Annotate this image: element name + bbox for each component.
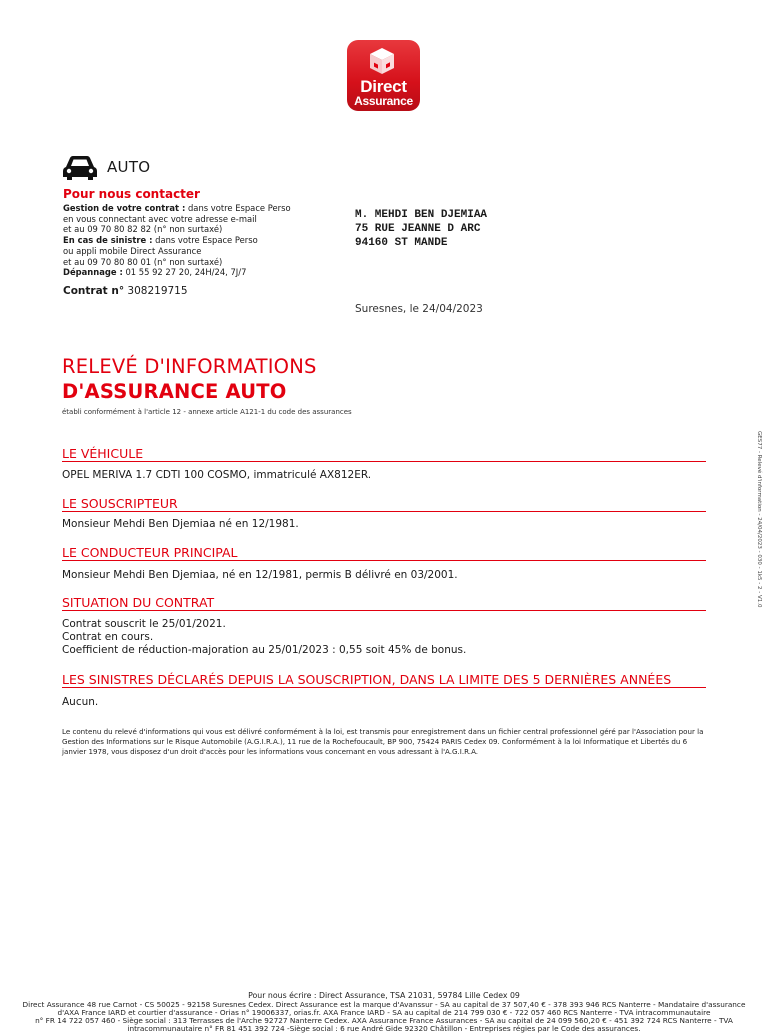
contact-title: Pour nous contacter	[63, 187, 200, 201]
footer-postal-address: Pour nous écrire : Direct Assurance, TSA 21031, 59784 Lille Cedex 09	[248, 991, 520, 1000]
contract-status: Contrat en cours.	[62, 631, 154, 643]
claim-phone: et au 09 70 80 80 01 (n° non surtaxé)	[63, 256, 223, 267]
document-title-line2: D'ASSURANCE AUTO	[62, 380, 287, 403]
contract-number	[63, 285, 188, 297]
contract-start-date: Contrat souscrit le 25/01/2021.	[62, 618, 226, 630]
section-driver-title: LE CONDUCTEUR PRINCIPAL	[62, 545, 238, 560]
section-subscriber-body: Monsieur Mehdi Ben Djemiaa né en 12/1981.	[62, 518, 299, 530]
section-divider	[62, 687, 706, 688]
section-driver-body: Monsieur Mehdi Ben Djemiaa, né en 12/1981, permis B délivré en 03/2001.	[62, 569, 458, 581]
claim-text: dans votre Espace Perso	[152, 235, 258, 246]
legal-footer	[0, 992, 768, 1033]
footer-legal-line: n° FR 14 722 057 460 - Siège social : 313 Terrasses de l'Arche 92727 Nanterre Cedex. AXA Assurance France Assurances - SA au capital de 24 099 560,20 € - 451 392 724 RCS Nanterre - TVA	[35, 1016, 733, 1025]
logo-word-assurance: Assurance	[354, 94, 413, 108]
document-title-line1: RELEVÉ D'INFORMATIONS	[62, 355, 317, 378]
section-situation-title: SITUATION DU CONTRAT	[62, 595, 215, 610]
logo-word-direct: Direct	[360, 77, 407, 96]
section-vehicle-title: LE VÉHICULE	[62, 446, 144, 461]
section-divider	[62, 560, 706, 561]
recipient-address	[355, 208, 487, 250]
disclaimer-paragraph: Le contenu du relevé d'informations qui vous est délivré conformément à la loi, est transmis pour enregistrement dans un fichier central professionnel géré par l'Association pour la Gestion des Informations sur le Risque Automobile (A.G.I.R.A.), 11 rue de la Rochefoucault, BP 900, 75424 PARIS Cedex 09. Conformément à la loi Informatique et Libertés du 6 janvier 1978, vous disposez d'un droit d'accès pour les informations vous concernant en vous adressant à l'A.G.I.R.A.	[62, 727, 704, 756]
footer-legal-line: d'AXA France IARD et courtier d'assurance - Orias n° 19006337, orias.fr. AXA France IARD - SA au capital de 214 799 030 € - 722 057 460 RCS Nanterre - TVA intracommunautaire	[57, 1008, 711, 1017]
contract-number-value: 308219715	[124, 285, 188, 297]
section-divider	[62, 511, 706, 512]
recipient-city: 94160 ST MANDE	[355, 237, 448, 249]
section-divider	[62, 461, 706, 462]
letter-date: Suresnes, le 24/04/2023	[355, 303, 483, 315]
footer-legal-line: Direct Assurance 48 rue Carnot - CS 50025 - 92158 Suresnes Cedex. Direct Assurance est la marque d'Avanssur - SA au capital de 37 507,40 € - 378 393 946 RCS Nanterre - Mandataire d'assurance	[22, 1000, 746, 1009]
section-situation-body	[62, 618, 466, 657]
claim-label: En cas de sinistre :	[63, 235, 153, 246]
contract-number-label: Contrat n°	[63, 285, 125, 297]
contact-details	[63, 203, 323, 278]
footer-legal-line: intracommunautaire n° FR 81 451 392 724 -Siège social : 6 rue André Gide 92320 Châtillon - Entreprises régies par le Code des assurances.	[127, 1024, 641, 1033]
breakdown-text: 01 55 92 27 20, 24H/24, 7J/7	[122, 267, 247, 278]
recipient-street: 75 RUE JEANNE D ARC	[355, 223, 481, 235]
contract-management-phone: et au 09 70 80 82 82 (n° non surtaxé)	[63, 224, 223, 235]
contract-management-line2: en vous connectant avec votre adresse e-mail	[63, 213, 257, 224]
document-reference-vertical: GES77 - Relevé d'information - 24/04/2023 - 030 - 1k5 - 2 - V1.0	[756, 431, 762, 608]
breakdown-label: Dépannage :	[63, 267, 123, 278]
section-claims-body: Aucun.	[62, 696, 99, 708]
cube-icon	[367, 46, 397, 76]
bonus-malus-coefficient: Coefficient de réduction-majoration au 25/01/2023 : 0,55 soit 45% de bonus.	[62, 644, 467, 656]
section-divider	[62, 610, 706, 611]
section-subscriber-title: LE SOUSCRIPTEUR	[62, 496, 178, 511]
product-label: AUTO	[107, 158, 151, 176]
legal-reference: établi conformément à l'article 12 - annexe article A121-1 du code des assurances	[62, 408, 352, 416]
recipient-name: M. MEHDI BEN DJEMIAA	[355, 209, 488, 221]
section-vehicle-body: OPEL MERIVA 1.7 CDTI 100 COSMO, immatriculé AX812ER.	[62, 469, 372, 481]
claim-line2: ou appli mobile Direct Assurance	[63, 245, 202, 256]
car-icon	[62, 155, 98, 181]
contract-management-text: dans votre Espace Perso	[185, 203, 291, 213]
contract-management-label: Gestion de votre contrat :	[63, 203, 186, 213]
direct-assurance-logo	[347, 40, 420, 111]
section-claims-title: LES SINISTRES DÉCLARÉS DEPUIS LA SOUSCRIPTION, DANS LA LIMITE DES 5 DERNIÈRES ANNÉES	[62, 672, 672, 687]
